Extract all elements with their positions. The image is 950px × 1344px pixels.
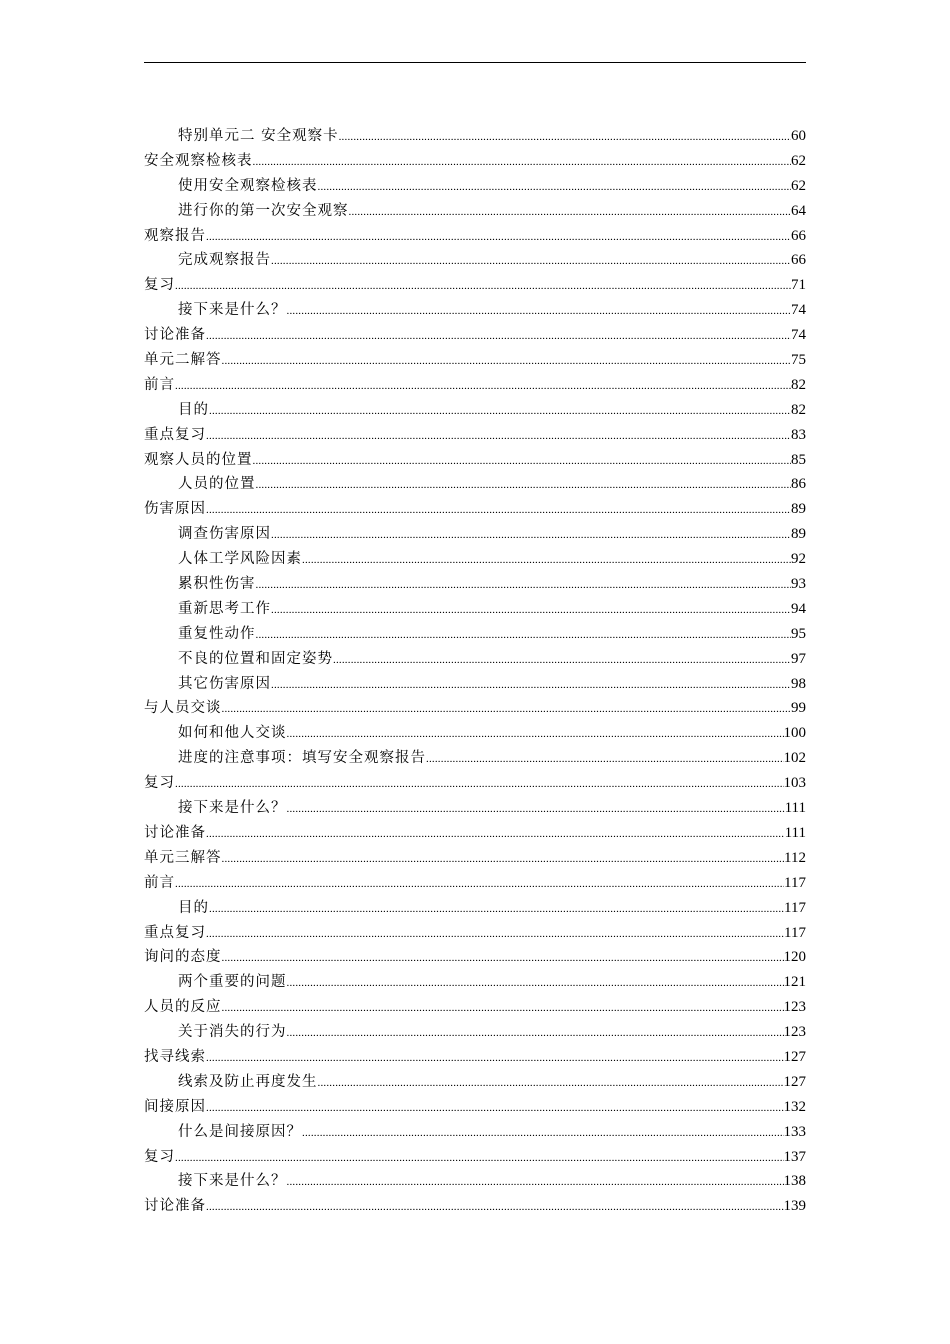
toc-entry-label: 人体工学风险因素 <box>178 551 302 568</box>
toc-entry-page-number: 71 <box>791 277 806 294</box>
toc-entry[interactable] <box>144 224 806 249</box>
toc-dot-leader <box>206 424 791 449</box>
toc-entry[interactable] <box>144 846 806 871</box>
toc-entry-label: 两个重要的问题 <box>178 974 287 991</box>
toc-entry[interactable] <box>144 398 806 423</box>
toc-entry-label: 观察报告 <box>144 227 206 244</box>
toc-dot-leader <box>271 523 791 548</box>
toc-entry-page-number: 139 <box>783 1198 806 1215</box>
toc-entry-label: 进度的注意事项：填写安全观察报告 <box>178 750 426 767</box>
toc-entry[interactable] <box>144 1070 806 1095</box>
toc-entry-page-number: 127 <box>783 1048 806 1065</box>
toc-dot-leader <box>349 200 792 225</box>
toc-entry-label: 人员的位置 <box>178 476 256 493</box>
toc-entry-page-number: 95 <box>791 625 806 642</box>
toc-entry-page-number: 92 <box>791 551 806 568</box>
toc-entry-label: 接下来是什么？ <box>178 302 287 319</box>
toc-entry-label: 前言 <box>144 874 175 891</box>
toc-entry-page-number: 98 <box>791 675 806 692</box>
toc-dot-leader <box>339 125 791 150</box>
toc-entry-label: 前言 <box>144 376 175 393</box>
toc-dot-leader <box>175 772 784 797</box>
toc-dot-leader <box>318 1071 784 1096</box>
toc-dot-leader <box>206 922 784 947</box>
toc-entry-label: 重点复习 <box>144 924 206 941</box>
toc-entry-page-number: 85 <box>791 451 806 468</box>
toc-dot-leader <box>302 1121 784 1146</box>
toc-entry[interactable] <box>144 1169 806 1194</box>
toc-entry-page-number: 103 <box>783 775 806 792</box>
toc-dot-leader <box>287 722 784 747</box>
toc-entry-page-number: 123 <box>783 999 806 1016</box>
toc-entry-label: 使用安全观察检核表 <box>178 177 318 194</box>
toc-entry-page-number: 133 <box>783 1123 806 1140</box>
toc-dot-leader <box>271 598 791 623</box>
toc-entry-label: 询问的态度 <box>144 949 222 966</box>
toc-entry-page-number: 121 <box>783 974 806 991</box>
toc-entry[interactable] <box>144 696 806 721</box>
toc-entry-page-number: 111 <box>784 824 806 841</box>
toc-entry[interactable] <box>144 124 806 149</box>
toc-entry[interactable] <box>144 771 806 796</box>
toc-dot-leader <box>209 399 791 424</box>
toc-entry[interactable] <box>144 1194 806 1219</box>
toc-entry-label: 什么是间接原因？ <box>178 1123 302 1140</box>
toc-entry-label: 安全观察检核表 <box>144 152 253 169</box>
toc-entry[interactable] <box>144 323 806 348</box>
toc-dot-leader <box>175 872 784 897</box>
toc-entry[interactable] <box>144 497 806 522</box>
toc-entry-label: 间接原因 <box>144 1098 206 1115</box>
toc-dot-leader <box>222 847 785 872</box>
toc-entry[interactable] <box>144 423 806 448</box>
toc-entry-page-number: 64 <box>791 202 806 219</box>
toc-entry-page-number: 112 <box>784 849 806 866</box>
toc-dot-leader <box>206 822 785 847</box>
toc-entry[interactable] <box>144 597 806 622</box>
toc-entry-label: 目的 <box>178 899 209 916</box>
toc-dot-leader <box>175 1146 784 1171</box>
toc-entry-page-number: 75 <box>791 352 806 369</box>
toc-dot-leader <box>287 1021 784 1046</box>
toc-entry-page-number: 74 <box>791 302 806 319</box>
toc-entry-page-number: 100 <box>783 725 806 742</box>
toc-entry-label: 累积性伤害 <box>178 576 256 593</box>
toc-entry[interactable] <box>144 273 806 298</box>
toc-entry-page-number: 86 <box>791 476 806 493</box>
toc-dot-leader <box>253 449 792 474</box>
toc-entry[interactable] <box>144 647 806 672</box>
toc-dot-leader <box>222 697 792 722</box>
toc-entry[interactable] <box>144 547 806 572</box>
toc-entry-label: 单元二解答 <box>144 352 222 369</box>
toc-dot-leader <box>175 374 791 399</box>
toc-entry-label: 重新思考工作 <box>178 600 271 617</box>
toc-entry-page-number: 89 <box>791 501 806 518</box>
toc-entry-page-number: 102 <box>783 750 806 767</box>
toc-entry-page-number: 62 <box>791 152 806 169</box>
toc-entry-page-number: 94 <box>791 600 806 617</box>
toc-dot-leader <box>222 946 784 971</box>
toc-entry[interactable] <box>144 921 806 946</box>
toc-entry-page-number: 138 <box>783 1173 806 1190</box>
toc-entry[interactable] <box>144 1020 806 1045</box>
toc-entry[interactable] <box>144 448 806 473</box>
toc-entry-label: 与人员交谈 <box>144 700 222 717</box>
toc-dot-leader <box>256 573 792 598</box>
toc-entry[interactable] <box>144 672 806 697</box>
toc-entry-label: 复习 <box>144 277 175 294</box>
toc-dot-leader <box>175 274 791 299</box>
toc-entry[interactable] <box>144 348 806 373</box>
toc-entry-label: 重复性动作 <box>178 625 256 642</box>
toc-entry-page-number: 111 <box>784 800 806 817</box>
toc-dot-leader <box>318 175 792 200</box>
toc-dot-leader <box>209 897 784 922</box>
toc-entry-label: 接下来是什么？ <box>178 1173 287 1190</box>
toc-entry-page-number: 117 <box>784 899 806 916</box>
toc-entry-page-number: 117 <box>784 874 806 891</box>
toc-entry[interactable] <box>144 970 806 995</box>
toc-entry-label: 目的 <box>178 401 209 418</box>
toc-entry[interactable] <box>144 896 806 921</box>
toc-dot-leader <box>206 1096 784 1121</box>
toc-entry-page-number: 93 <box>791 576 806 593</box>
toc-entry[interactable] <box>144 248 806 273</box>
toc-dot-leader <box>222 349 792 374</box>
toc-dot-leader <box>426 747 784 772</box>
toc-entry[interactable] <box>144 1095 806 1120</box>
toc-entry-page-number: 89 <box>791 526 806 543</box>
toc-entry[interactable] <box>144 199 806 224</box>
toc-entry[interactable] <box>144 149 806 174</box>
toc-entry[interactable] <box>144 622 806 647</box>
toc-entry-label: 单元三解答 <box>144 849 222 866</box>
toc-entry-label: 调查伤害原因 <box>178 526 271 543</box>
toc-entry-label: 如何和他人交谈 <box>178 725 287 742</box>
toc-entry-label: 进行你的第一次安全观察 <box>178 202 349 219</box>
toc-entry[interactable] <box>144 572 806 597</box>
toc-entry-page-number: 137 <box>783 1148 806 1165</box>
toc-entry-label: 特别单元二 安全观察卡 <box>178 128 339 144</box>
toc-dot-leader <box>206 1046 784 1071</box>
toc-entry-page-number: 74 <box>791 327 806 344</box>
toc-entry[interactable] <box>144 472 806 497</box>
toc-dot-leader <box>256 473 792 498</box>
toc-dot-leader <box>271 249 791 274</box>
toc-entry[interactable] <box>144 1120 806 1145</box>
toc-dot-leader <box>206 225 791 250</box>
header-rule <box>144 62 806 63</box>
toc-entry[interactable] <box>144 945 806 970</box>
toc-dot-leader <box>287 971 784 996</box>
toc-entry-label: 重点复习 <box>144 426 206 443</box>
toc-entry-label: 找寻线索 <box>144 1048 206 1065</box>
toc-dot-leader <box>253 150 792 175</box>
toc-entry-page-number: 82 <box>791 401 806 418</box>
toc-entry[interactable] <box>144 721 806 746</box>
toc-entry-label: 复习 <box>144 775 175 792</box>
toc-entry[interactable] <box>144 373 806 398</box>
toc-dot-leader <box>302 548 791 573</box>
toc-entry-label: 线索及防止再度发生 <box>178 1073 318 1090</box>
toc-dot-leader <box>287 797 785 822</box>
toc-entry-page-number: 127 <box>783 1073 806 1090</box>
toc-entry-page-number: 60 <box>791 128 806 144</box>
toc-dot-leader <box>222 996 784 1021</box>
toc-entry[interactable] <box>144 871 806 896</box>
toc-entry[interactable] <box>144 298 806 323</box>
toc-entry-page-number: 62 <box>791 177 806 194</box>
toc-dot-leader <box>206 324 791 349</box>
toc-entry-label: 人员的反应 <box>144 999 222 1016</box>
toc-entry-label: 关于消失的行为 <box>178 1024 287 1041</box>
toc-entry-label: 复习 <box>144 1148 175 1165</box>
toc-entry-page-number: 117 <box>784 924 806 941</box>
toc-entry-label: 完成观察报告 <box>178 252 271 269</box>
toc-entry-page-number: 99 <box>791 700 806 717</box>
toc-entry-page-number: 66 <box>791 252 806 269</box>
toc-dot-leader <box>206 1195 784 1220</box>
toc-dot-leader <box>287 299 792 324</box>
toc-entry-label: 不良的位置和固定姿势 <box>178 650 333 667</box>
toc-entry-page-number: 82 <box>791 376 806 393</box>
toc-entry-label: 其它伤害原因 <box>178 675 271 692</box>
toc-entry[interactable] <box>144 995 806 1020</box>
toc-entry-label: 伤害原因 <box>144 501 206 518</box>
toc-entry-page-number: 83 <box>791 426 806 443</box>
toc-dot-leader <box>287 1170 784 1195</box>
toc-dot-leader <box>271 673 791 698</box>
toc-entry-label: 接下来是什么？ <box>178 800 287 817</box>
toc-entry-page-number: 97 <box>791 650 806 667</box>
toc-entry[interactable] <box>144 1145 806 1170</box>
toc-entry[interactable] <box>144 522 806 547</box>
toc-entry[interactable] <box>144 174 806 199</box>
toc-entry[interactable] <box>144 821 806 846</box>
toc-entry-label: 观察人员的位置 <box>144 451 253 468</box>
toc-entry[interactable] <box>144 746 806 771</box>
toc-entry-page-number: 123 <box>783 1024 806 1041</box>
toc-entry-page-number: 120 <box>783 949 806 966</box>
toc-entry-label: 讨论准备 <box>144 824 206 841</box>
toc-entry-page-number: 132 <box>783 1098 806 1115</box>
toc-entry-page-number: 66 <box>791 227 806 244</box>
toc-dot-leader <box>333 648 791 673</box>
toc-dot-leader <box>206 498 791 523</box>
toc-entry[interactable] <box>144 1045 806 1070</box>
table-of-contents <box>144 124 806 1219</box>
toc-entry-label: 讨论准备 <box>144 327 206 344</box>
toc-dot-leader <box>256 623 792 648</box>
toc-entry-label: 讨论准备 <box>144 1198 206 1215</box>
toc-entry[interactable] <box>144 796 806 821</box>
